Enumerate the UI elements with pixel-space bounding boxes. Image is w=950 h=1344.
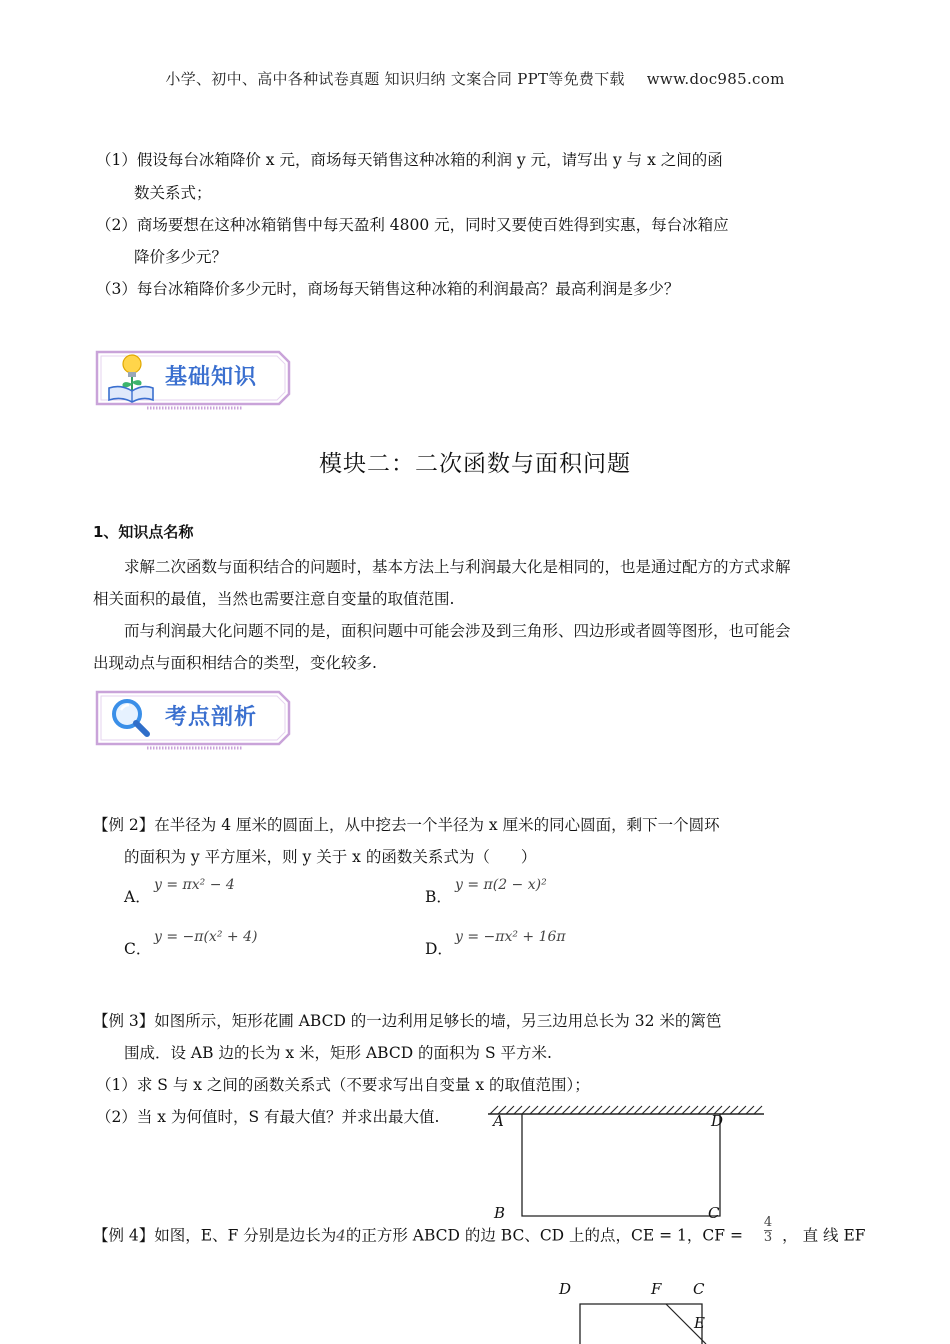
example3-q1: （1）求 S 与 x 之间的函数关系式（不要求写出自变量 x 的取值范围）；	[96, 1076, 590, 1094]
label-a: A	[493, 1112, 504, 1130]
example4-text-mid: 的正方形 ABCD 的边 BC、CD 上的点，CE = 1，CF =	[345, 1226, 743, 1245]
square-edges	[580, 1304, 702, 1344]
example2-line2: 的面积为 y 平方厘米，则 y 关于 x 的函数关系式为（ ）	[124, 848, 537, 866]
knowledge-p2-line2: 出现动点与面积相结合的类型，变化较多.	[93, 654, 377, 672]
module-title: 模块二：二次函数与面积问题	[319, 451, 631, 477]
question-1-line2: 数关系式；	[134, 184, 212, 202]
example4-text-before: 【例 4】如图，E、F 分别是边长为	[93, 1226, 337, 1245]
label-c: C	[708, 1204, 720, 1222]
lightbulb-book-icon	[105, 350, 155, 404]
option-b-letter: B．	[425, 888, 452, 906]
label-d: D	[711, 1112, 724, 1130]
label-e: E	[694, 1314, 705, 1332]
question-2-line1: （2）商场要想在这种冰箱销售中每天盈利 4800 元，同时又要使百姓得到实惠，每台冰箱应	[96, 216, 729, 234]
fence-lines	[522, 1114, 720, 1216]
square-figure	[552, 1278, 722, 1344]
rectangle-garden-figure	[486, 1100, 770, 1226]
knowledge-heading: 1、知识点名称	[93, 523, 194, 541]
knowledge-p1-line1: 求解二次函数与面积结合的问题时，基本方法上与利润最大化是相同的，也是通过配方的方式求解	[124, 558, 791, 576]
garden-figure-svg	[486, 1100, 770, 1226]
option-a-letter: A．	[124, 888, 151, 906]
option-a-formula: y = πx² − 4	[154, 877, 235, 893]
example3-q2: （2）当 x 为何值时，S 有最大值？并求出最大值.	[96, 1108, 440, 1126]
cf-numerator: 4	[763, 1215, 773, 1230]
cf-denominator: 3	[763, 1230, 773, 1245]
header-text: 小学、初中、高中各种试卷真题 知识归纳 文案合同 PPT等免费下载	[165, 70, 625, 88]
option-d-formula: y = −πx² + 16π	[455, 929, 566, 945]
badge-basic-label: 基础知识	[165, 365, 258, 390]
option-b-formula: y = π(2 − x)²	[455, 877, 547, 893]
option-c-formula: y = −π(x² + 4)	[154, 929, 258, 945]
badge-exam-label: 考点剖析	[165, 705, 258, 730]
question-1-line1: （1）假设每台冰箱降价 x 元，商场每天销售这种冰箱的利润 y 元，请写出 y 与 x 之间的函	[96, 151, 723, 169]
option-c-letter: C．	[124, 940, 152, 958]
question-2-line2: 降价多少元？	[134, 248, 228, 266]
example4-side-length: 4	[336, 1226, 346, 1245]
cf-fraction	[764, 1216, 772, 1245]
question-3-line1: （3）每台冰箱降价多少元时，商场每天销售这种冰箱的利润最高？最高利润是多少？	[96, 280, 680, 298]
magnifier-icon	[109, 696, 153, 740]
label-d: D	[559, 1280, 572, 1298]
label-b: B	[494, 1204, 506, 1222]
knowledge-p1-line2: 相关面积的最值，当然也需要注意自变量的取值范围.	[93, 590, 455, 608]
header-site-link[interactable]: www.doc985.com	[646, 70, 785, 88]
page-header	[0, 68, 950, 89]
example3-line2: 围成．设 AB 边的长为 x 米，矩形 ABCD 的面积为 S 平方米.	[124, 1044, 552, 1062]
label-c: C	[693, 1280, 705, 1298]
option-d-letter: D．	[425, 940, 453, 958]
knowledge-p2-line1: 而与利润最大化问题不同的是，面积问题中可能会涉及到三角形、四边形或者圆等图形，也可能会	[124, 622, 791, 640]
example4-text-after: ， 直 线 EF	[782, 1226, 866, 1245]
basic-knowledge-badge	[93, 346, 293, 408]
exam-analysis-badge	[93, 686, 293, 748]
example4-line1	[93, 1215, 866, 1251]
example3-line1: 【例 3】如图所示，矩形花圃 ABCD 的一边利用足够长的墙，另三边用总长为 32 米的篱笆	[93, 1012, 722, 1030]
label-f: F	[651, 1280, 662, 1298]
example2-line1: 【例 2】在半径为 4 厘米的圆面上，从中挖去一个半径为 x 厘米的同心圆面，剩下一个圆环	[93, 816, 720, 834]
